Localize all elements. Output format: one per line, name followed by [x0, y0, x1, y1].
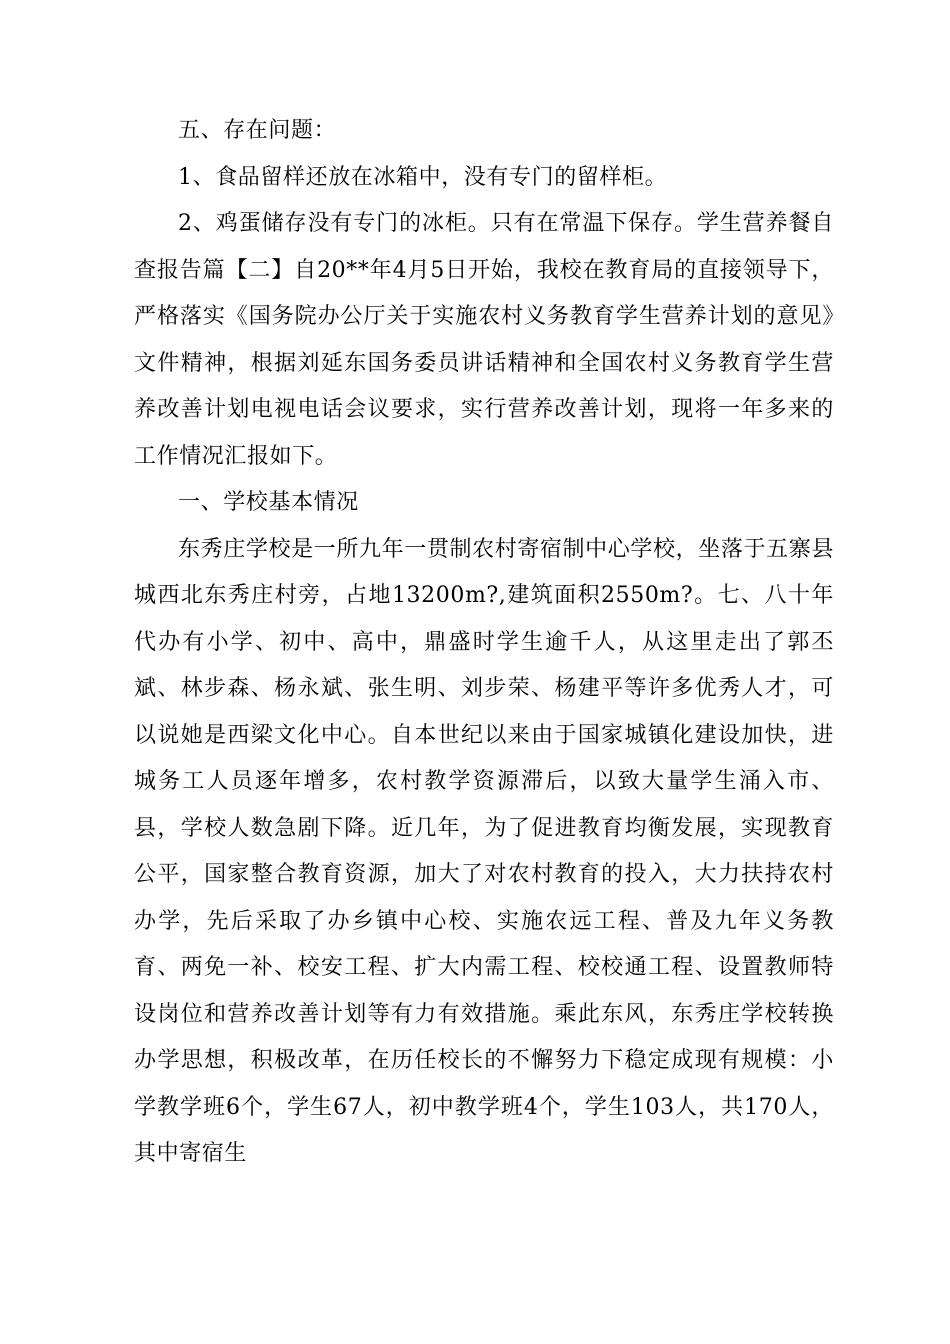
paragraph-item-1: 1、食品留样还放在冰箱中，没有专门的留样柜。 — [178, 164, 668, 190]
paragraph-item-2: 2、鸡蛋储存没有专门的冰柜。只有在常温下保存。学生营养餐自查报告篇【二】自20**年4月5日开始，我校在教育局的直接领导下，严格落实《国务院办公厅关于实施农村义务教育学生营养计划的意见》文件精神，根据刘延东国务委员讲话精神和全国农村义务教育学生营养改善计划电视电话会议要求，实行营养改善计划，现将一年多来的工作情况汇报如下。 — [134, 211, 834, 469]
paragraph-school-description: 东秀庄学校是一所九年一贯制农村寄宿制中心学校，坐落于五寨县城西北东秀庄村旁，占地13200m?,建筑面积2550m?。七、八十年代办有小学、初中、高中，鼎盛时学生逾千人，从这里走出了郭丕斌、林步森、杨永斌、张生明、刘步荣、杨建平等许多优秀人才，可以说她是西梁文化中心。自本世纪以来由于国家城镇化建设加快，进城务工人员逐年增多，农村教学资源滞后，以致大量学生涌入市、县，学校人数急剧下降。近几年，为了促进教育均衡发展，实现教育公平，国家整合教育资源，加大了对农村教育的投入，大力扶持农村办学，先后采取了办乡镇中心校、实施农远工程、普及九年义务教育、两免一补、校安工程、扩大内需工程、校校通工程、设置教师特设岗位和营养改善计划等有力有效措施。乘此东风，东秀庄学校转换办学思想，积极改革，在历任校长的不懈努力下稳定成现有规模：小学教学班6个，学生67人，初中教学班4个，学生103人，共170人，其中寄宿生 — [134, 536, 834, 1166]
section-heading-problems: 五、存在问题： — [178, 118, 337, 143]
document-page — [134, 108, 834, 1178]
section-heading-school-info: 一、学校基本情况 — [178, 490, 359, 515]
